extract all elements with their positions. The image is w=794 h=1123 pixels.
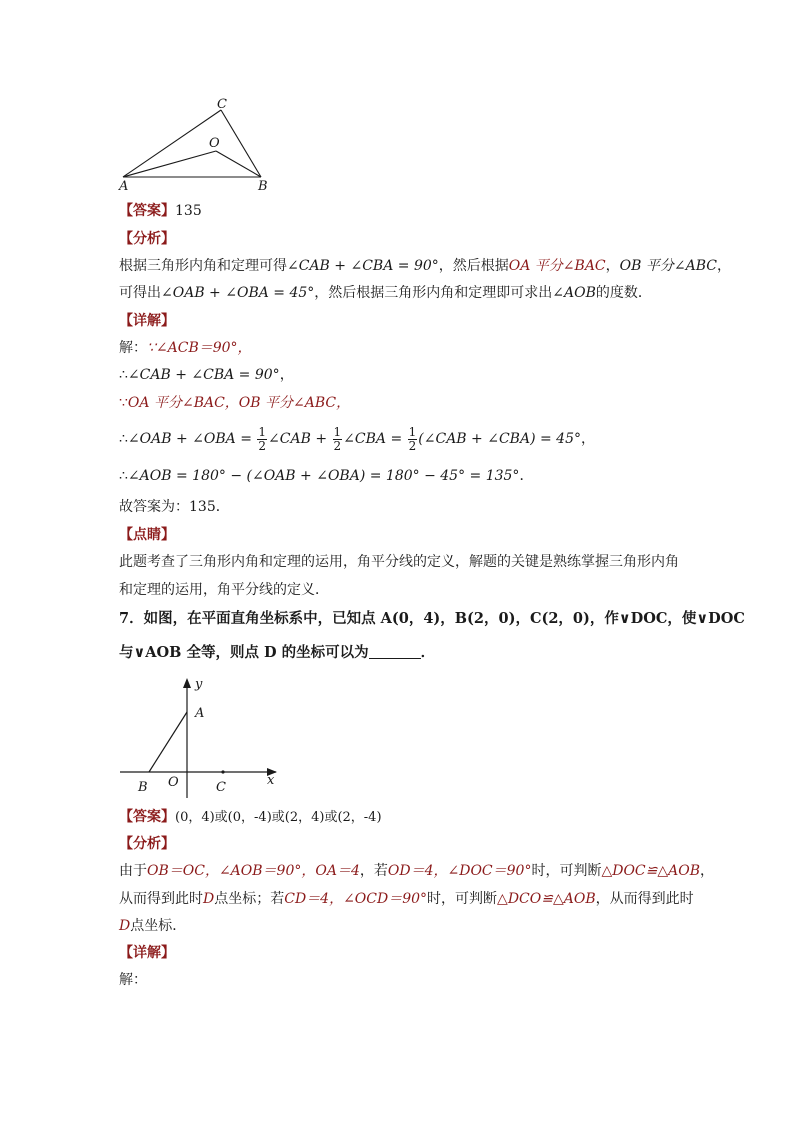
detail-tag: 【详解】 xyxy=(119,945,175,961)
q7-analysis-line-1 xyxy=(119,861,714,881)
analysis-condition: OA 平分∠BAC xyxy=(508,258,606,274)
q6-solution-line-3 xyxy=(119,393,350,413)
solution-step: ∠OAB + ∠OBA = xyxy=(127,431,252,447)
q7-question-line-1 xyxy=(119,609,745,629)
label-a: A xyxy=(195,706,205,721)
answer-tag: 【答案】 xyxy=(119,203,175,219)
triangle-figure xyxy=(110,90,280,194)
analysis-text: 可得出 xyxy=(119,285,161,301)
solution-step: ∠CBA = xyxy=(343,431,403,447)
q6-analysis-line-1 xyxy=(119,256,731,276)
label-b: B xyxy=(258,179,268,194)
answer-tag: 【答案】 xyxy=(119,809,175,825)
fraction-numerator: 1 xyxy=(408,424,417,439)
solution-step: (∠CAB + ∠CBA) = 45° xyxy=(418,431,581,447)
analysis-text: 点坐标． xyxy=(130,918,187,934)
analysis-condition: OB 平分∠ABC xyxy=(619,258,717,274)
solution-step: ∠CAB + ∠CBA = 90° xyxy=(127,367,280,383)
comment-tag: 【点睛】 xyxy=(119,527,175,543)
fraction-one-half xyxy=(333,426,343,453)
punctuation: ， xyxy=(580,431,595,447)
because-symbol: ∵ xyxy=(119,395,128,411)
analysis-text: 根据三角形内角和定理可得 xyxy=(119,258,287,274)
analysis-text: ， xyxy=(716,258,731,274)
solution-given: ∵∠ACB＝90°， xyxy=(147,340,252,356)
fraction-one-half xyxy=(408,426,418,453)
q6-analysis-tag-line xyxy=(119,229,175,249)
analysis-math: ∠AOB xyxy=(552,285,596,301)
analysis-text: ， xyxy=(605,258,620,274)
analysis-text: 点坐标；若 xyxy=(214,891,285,907)
q7-solution-prefix: 解： xyxy=(119,972,147,988)
label-a: A xyxy=(119,179,129,194)
q6-solution-line-1 xyxy=(119,338,252,358)
analysis-condition: △DOC≌△AOB xyxy=(601,863,701,879)
solution-step: ∠AOB = 180° − (∠OAB + ∠OBA) = 180° − 45° = 135° xyxy=(127,468,520,484)
q6-solution-line-5 xyxy=(119,466,533,486)
label-y: y xyxy=(195,677,203,692)
punctuation: ， xyxy=(279,367,294,383)
analysis-condition: △DCO≌△AOB xyxy=(497,891,596,907)
q7-analysis-line-3 xyxy=(119,916,186,936)
y-axis-arrow-icon xyxy=(183,678,191,688)
analysis-text: 从而得到此时 xyxy=(119,891,203,907)
fraction-one-half xyxy=(257,426,267,453)
label-o: O xyxy=(168,775,179,790)
analysis-math: ∠CAB + ∠CBA = 90° xyxy=(287,258,439,274)
q6-comment-line-2: 和定理的运用，角平分线的定义． xyxy=(119,582,329,598)
fraction-numerator: 1 xyxy=(333,424,342,439)
q7-analysis-tag-line xyxy=(119,834,175,854)
label-b: B xyxy=(138,780,148,795)
fraction-denominator: 2 xyxy=(333,438,342,453)
analysis-text: 时，可判断 xyxy=(427,891,498,907)
analysis-text: 时，可判断 xyxy=(531,863,602,879)
q7-answer-line xyxy=(119,807,382,828)
answer-value: (0，4)或(0，-4)或(2，4)或(2，-4) xyxy=(175,810,382,825)
punctuation: ． xyxy=(420,644,436,661)
answer-value: 135 xyxy=(175,203,202,219)
q6-detail-tag-line xyxy=(119,311,175,331)
analysis-condition: OB＝OC，∠AOB＝90°，OA＝4 xyxy=(147,863,360,879)
label-c: C xyxy=(216,780,226,795)
punctuation: ． xyxy=(519,468,534,484)
answer-blank xyxy=(369,644,421,659)
q7-analysis-line-2 xyxy=(119,889,694,909)
solution-given: OA 平分∠BAC，OB 平分∠ABC， xyxy=(127,395,351,411)
analysis-tag: 【分析】 xyxy=(119,231,175,247)
analysis-tag: 【分析】 xyxy=(119,836,175,852)
q6-solution-line-2 xyxy=(119,365,294,385)
fraction-denominator: 2 xyxy=(408,438,417,453)
q7-detail-tag-line xyxy=(119,943,175,963)
fraction-numerator: 1 xyxy=(258,424,267,439)
analysis-condition: OD＝4，∠DOC＝90° xyxy=(387,863,532,879)
analysis-var: D xyxy=(119,918,131,934)
analysis-text: ， xyxy=(700,863,715,879)
analysis-text: ，然后根据 xyxy=(438,258,509,274)
therefore-symbol: ∴ xyxy=(119,431,128,447)
question-text: 与∨AOB 全等，则点 D 的坐标可以为 xyxy=(119,644,369,661)
q6-comment-tag-line xyxy=(119,525,175,545)
analysis-text: ，若 xyxy=(359,863,388,879)
analysis-text: ，从而得到此时 xyxy=(595,891,694,907)
detail-tag: 【详解】 xyxy=(119,313,175,329)
analysis-text: 的度数． xyxy=(595,285,652,301)
analysis-condition: CD＝4，∠OCD＝90° xyxy=(284,891,428,907)
q6-final-answer: 故答案为：135． xyxy=(119,499,230,515)
solution-prefix: 解： xyxy=(119,340,147,356)
q6-solution-line-4 xyxy=(119,424,595,454)
analysis-text: ，然后根据三角形内角和定理即可求出 xyxy=(314,285,553,301)
q6-comment-line-1: 此题考查了三角形内角和定理的运用，角平分线的定义，解题的关键是熟练掌握三角形内角 xyxy=(119,554,679,570)
analysis-text: 由于 xyxy=(119,863,147,879)
label-x: x xyxy=(267,773,275,788)
fraction-denominator: 2 xyxy=(258,438,267,453)
solution-step: ∠CAB + xyxy=(268,431,328,447)
analysis-var: D xyxy=(203,891,215,907)
label-o: O xyxy=(209,136,220,151)
q7-question-line-2 xyxy=(119,643,435,663)
analysis-math: ∠OAB + ∠OBA = 45° xyxy=(161,285,315,301)
point-c xyxy=(221,770,224,773)
therefore-symbol: ∴ xyxy=(119,367,128,383)
coordinate-figure xyxy=(116,672,288,802)
question-text: 如图，在平面直角坐标系中，已知点 A(0，4)，B(2，0)，C(2，0)，作∨DOC，使∨DOC xyxy=(143,610,745,627)
q6-answer-line xyxy=(119,201,202,221)
question-number: 7． xyxy=(119,610,144,627)
segment-ab xyxy=(149,712,187,772)
therefore-symbol: ∴ xyxy=(119,468,128,484)
label-c: C xyxy=(217,97,227,112)
q6-analysis-line-2 xyxy=(119,283,652,303)
